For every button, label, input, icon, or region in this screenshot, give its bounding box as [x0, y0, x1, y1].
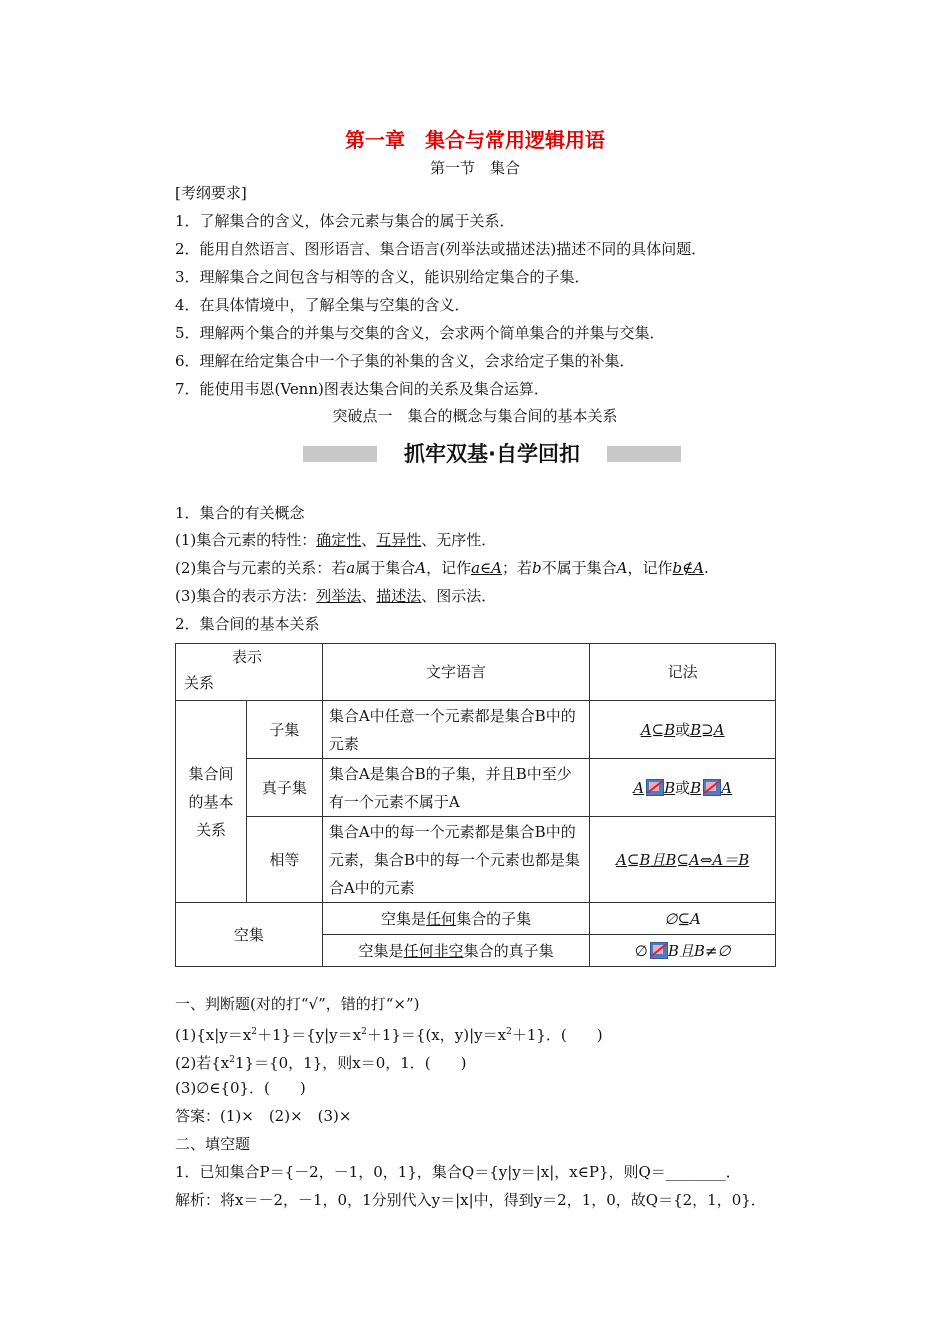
- requirement-item: 5．理解两个集合的并集与交集的含义，会求两个简单集合的并集与交集．: [175, 324, 665, 342]
- row-notation: ∅ B且B≠∅: [590, 935, 776, 967]
- underlined-term: 描述法: [376, 587, 422, 605]
- text: ，记作: [627, 559, 673, 577]
- requirement-item: 3．理解集合之间包含与相等的含义，能识别给定集合的子集．: [175, 268, 590, 286]
- requirements-heading: [考纲要求]: [175, 184, 247, 202]
- requirement-item: 6．理解在给定集合中一个子集的补集的含义，会求给定子集的补集．: [175, 352, 635, 370]
- concept-heading-2: 2．集合间的基本关系: [175, 615, 320, 633]
- underlined-term: 互异性: [376, 531, 422, 549]
- row-text: 集合A中任意一个元素都是集合B中的元素: [322, 701, 589, 759]
- text: 不属于集合: [541, 559, 617, 577]
- row-notation: [590, 759, 776, 817]
- table-row: [176, 701, 776, 759]
- exercise-q2: (2)若$\{x^21\}=\{0$，1}，则x＝0，1．( ): [175, 1054, 467, 1072]
- concept-heading: 1．集合的有关概念: [175, 504, 305, 522]
- text: 属于集合: [355, 559, 416, 577]
- concept-line-2: [175, 558, 709, 578]
- notation: B⊇A: [690, 720, 725, 739]
- breakthrough-heading: 突破点一 集合的概念与集合间的基本关系: [332, 407, 618, 425]
- exercise-q3: (3)∅∈{0}．( ): [175, 1079, 306, 1097]
- banner-text: 抓牢双基·自学回扣: [404, 442, 580, 466]
- chapter-title: 第一章 集合与常用逻辑用语: [345, 128, 605, 152]
- concept-line-1: [175, 530, 496, 550]
- table-row: [176, 759, 776, 817]
- notation: A⊆B且B⊆A⇔A＝B: [615, 850, 750, 869]
- row-text: 集合A是集合B的子集，并且B中至少有一个元素不属于A: [322, 759, 589, 817]
- section-title: 第一节 集合: [429, 159, 520, 177]
- notation: B: [690, 778, 702, 797]
- proper-subset-icon: [648, 941, 668, 959]
- text: 或: [675, 778, 691, 797]
- banner-bar-left: [303, 446, 377, 462]
- section-banner: [303, 440, 681, 468]
- proper-subset-icon: [644, 778, 664, 796]
- banner-bar-right: [607, 446, 681, 462]
- row-notation: ∅⊆A: [590, 903, 776, 935]
- exercise-section-1: 一、判断题(对的打“√”，错的打“×”): [175, 995, 420, 1013]
- underlined-term: 确定性: [316, 531, 362, 549]
- requirement-item: 2．能用自然语言、图形语言、集合语言(列举法或描述法)描述不同的具体问题．: [175, 240, 707, 258]
- empty-set-label: 空集: [176, 903, 323, 967]
- text: ，记作: [426, 559, 472, 577]
- text: 、: [361, 531, 377, 549]
- row-notation: [590, 701, 776, 759]
- header-notation: 记法: [590, 644, 776, 701]
- notation: A: [633, 778, 645, 797]
- group-label: 集合间的基本关系: [176, 701, 247, 903]
- exercise-answer: 答案：(1)× (2)× (3)×: [175, 1107, 352, 1125]
- requirement-item: 1．了解集合的含义，体会元素与集合的属于关系．: [175, 212, 515, 230]
- row-name: 真子集: [246, 759, 322, 817]
- text: 、图示法．: [421, 587, 497, 605]
- notation: A: [721, 778, 733, 797]
- row-name: 相等: [246, 817, 322, 903]
- text: ；若: [501, 559, 532, 577]
- relation: a∈A: [471, 559, 502, 577]
- fill-question-1: 1．已知集合P＝{－2，－1，0，1}，集合Q＝{y|y＝|x|，x∈P}，则Q＝________．: [175, 1163, 741, 1181]
- row-text: 空集是任何非空集合的真子集: [322, 935, 589, 967]
- var: a: [346, 559, 356, 577]
- var: A: [616, 559, 628, 577]
- row-text: 空集是任何集合的子集: [322, 903, 589, 935]
- underlined-term: 列举法: [316, 587, 362, 605]
- var: A: [415, 559, 427, 577]
- var: b: [531, 559, 542, 577]
- table-row: [176, 903, 776, 935]
- text: 或: [675, 720, 691, 739]
- fill-solution-1: 解析：将x＝－2，－1，0，1分别代入y＝|x|中，得到y＝2，1，0，故Q＝{2，1，0}．: [175, 1191, 766, 1209]
- relation: b∉A: [672, 559, 705, 577]
- notation: B: [664, 778, 676, 797]
- text: 、无序性．: [421, 531, 497, 549]
- exercise-section-2: 二、填空题: [175, 1135, 251, 1153]
- header-bottom-label: 关系: [184, 674, 215, 692]
- header-diagonal-cell: [176, 644, 323, 701]
- row-text: 集合A中的每一个元素都是集合B中的元素，集合B中的每一个元素也都是集合A中的元素: [322, 817, 589, 903]
- table-header-row: [176, 644, 776, 701]
- header-top-label: 表示: [232, 648, 263, 666]
- requirement-item: 7．能使用韦恩(Venn)图表达集合间的关系及集合运算．: [175, 380, 549, 398]
- relations-table: [175, 643, 776, 967]
- text: (1)集合元素的特性：: [175, 531, 317, 549]
- text: (3)集合的表示方法：: [175, 587, 317, 605]
- requirement-item: 4．在具体情境中，了解全集与空集的含义．: [175, 296, 470, 314]
- text: 、: [361, 587, 377, 605]
- header-text: 文字语言: [322, 644, 589, 701]
- table-row: [176, 817, 776, 903]
- text: .: [704, 559, 709, 577]
- exercise-q1: $(1)\{x|y=x^2+1\}=\{y|y=x^2+1\}=\{(x$，$y)|y=x^2+1$}．( ): [175, 1026, 603, 1044]
- text: (2)集合与元素的关系：若: [175, 559, 347, 577]
- concept-line-3: [175, 586, 496, 606]
- notation: A⊆B: [640, 720, 676, 739]
- proper-superset-icon: [701, 778, 721, 796]
- row-name: 子集: [246, 701, 322, 759]
- row-notation: [590, 817, 776, 903]
